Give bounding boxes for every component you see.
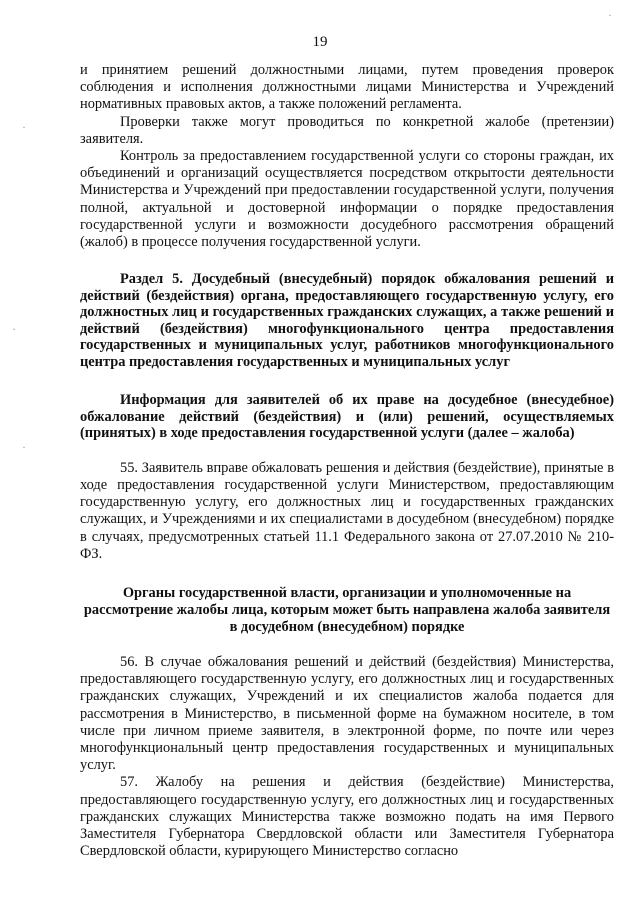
paragraph-57: 57. Жалобу на решения и действия (бездействие) Министерства, предоставляющего государственную услугу, его должностных лиц и государственных гражданских служащих Министерства также возможно подать на имя Первого Заместителя Губернатора Свердловской области или Заместителя Губернатора Свердловской области, курирующего Министерство согласно	[80, 774, 614, 860]
paragraph-56: 56. В случае обжалования решений и действий (бездействия) Министерства, предоставляющего государственную услугу, его должностных лиц и государственных гражданских служащих, Учреждений и их специалистов жалоба подается для рассмотрения в Министерство, в письменной форме на бумажном носителе, в том числе при личном приеме заявителя, в электронной форме, по почте или через многофункциональный центр предоставления государственных и муниципальных услуг.	[80, 653, 614, 774]
paragraph-control: Контроль за предоставлением государственной услуги со стороны граждан, их объединений и организаций осуществляется посредством открытости деятельности Министерства и Учреждений при предоставлении государственной услуги, получения полной, актуальной и достоверной информации о порядке предоставления государственной услуги и возможности досудебного рассмотрения обращений (жалоб) в процессе получения государственной услуги.	[80, 148, 614, 251]
info-heading: Информация для заявителей об их праве на досудебное (внесудебное) обжалование действий (бездействия) и (или) решений, осуществляемых (принятых) в ходе предоставления государственной услуги (далее – жалоба)	[80, 392, 614, 442]
paragraph-55: 55. Заявитель вправе обжаловать решения и действия (бездействие), принятые в ходе предоставления государственной услуги Министерством, предоставляющим государственную услугу, его должностных лиц и государственных гражданских служащих, и Учреждениями и их специалистами в досудебном (внесудебном) порядке в случаях, предусмотренных статьей 11.1 Федерального закона от 27.07.2010 № 210-ФЗ.	[80, 459, 614, 562]
scan-speck: ·	[22, 120, 26, 134]
page-number: 19	[312, 34, 328, 50]
paragraph-checks: Проверки также могут проводиться по конкретной жалобе (претензии) заявителя.	[80, 113, 614, 147]
organs-heading: Органы государственной власти, организации и уполномоченные на рассмотрение жалобы лица, которым может быть направлена жалоба заявителя в досудебном (внесудебном) порядке	[83, 584, 611, 635]
document-body	[80, 62, 614, 860]
scan-speck: ·	[12, 322, 16, 336]
scan-speck: ·	[608, 8, 612, 22]
section-5-heading: Раздел 5. Досудебный (внесудебный) порядок обжалования решений и действий (бездействия) органа, предоставляющего государственную услугу, его должностных лиц и государственных гражданских служащих, а также решений и действий (бездействия) многофункционального центра предоставления государственных и муниципальных услуг, работников многофункционального центра предоставления государственных и муниципальных услуг	[80, 271, 614, 370]
scan-speck: ·	[22, 440, 26, 454]
paragraph-continuation: и принятием решений должностными лицами, путем проведения проверок соблюдения и исполнения должностными лицами Министерства и Учреждений нормативных правовых актов, а также положений регламента.	[80, 62, 614, 113]
